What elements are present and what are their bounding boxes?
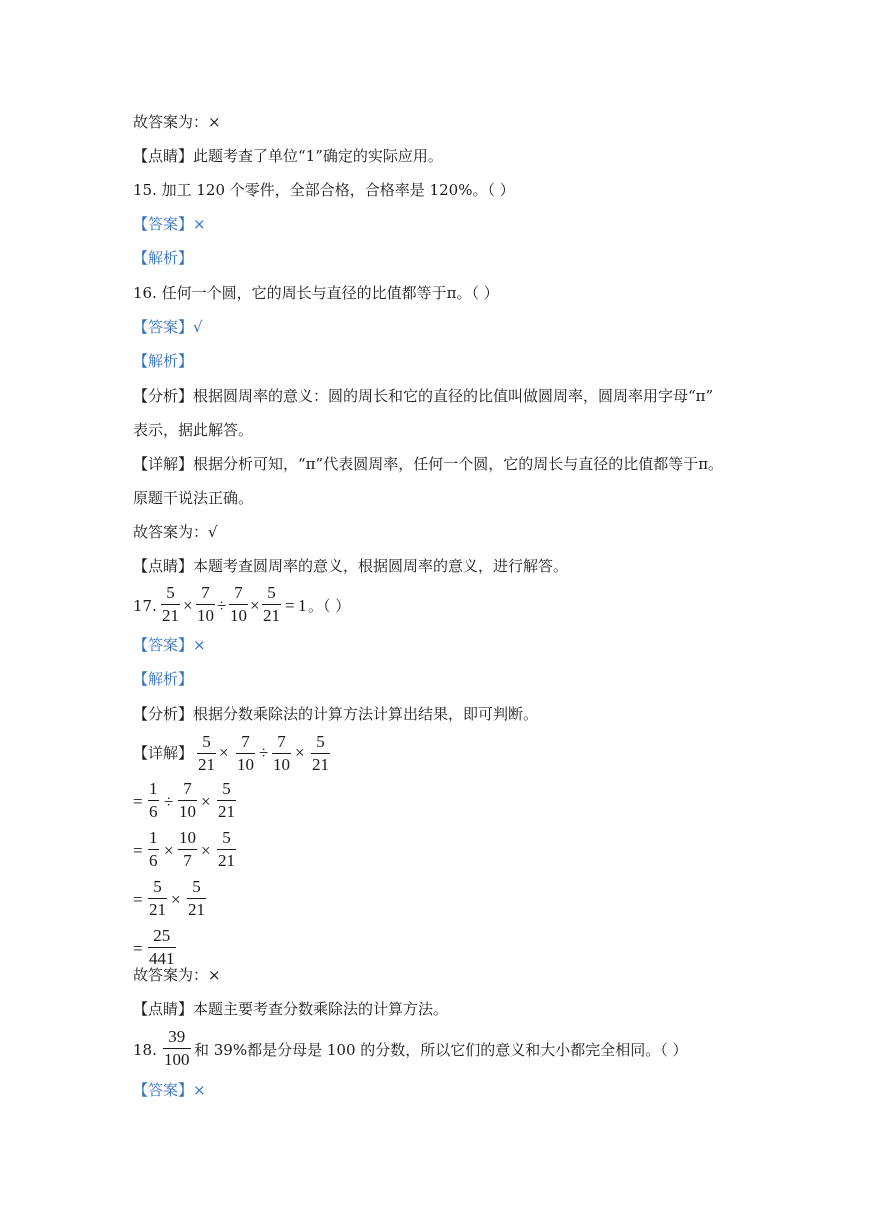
q15-answer: 【答案】×	[133, 215, 206, 233]
times-sign: ×	[295, 743, 305, 762]
times-sign: ×	[201, 841, 211, 860]
fraction-5-21: 5 21	[149, 877, 166, 919]
q17-number: 17.	[133, 597, 157, 615]
fraction-7-10: 7 10	[179, 779, 196, 821]
q17-blank: 。（ ）	[308, 597, 351, 615]
divide-sign: ÷	[259, 743, 269, 762]
times-sign: ×	[164, 841, 174, 860]
q15-analysis: 【解析】	[133, 249, 194, 267]
fraction-39-100: 39 100	[164, 1027, 190, 1069]
q18-number: 18.	[133, 1041, 157, 1059]
fraction-5-21: 5 21	[263, 583, 280, 625]
divide-sign: ÷	[217, 596, 227, 615]
comment-line: 【点睛】此题考查了单位“1”确定的实际应用。	[133, 147, 443, 165]
fraction-1-6: 1 6	[149, 779, 158, 821]
q16-analysis: 【解析】	[133, 352, 194, 370]
question-15: 15. 加工 120 个零件，全部合格，合格率是 120%。（ ）	[133, 181, 515, 199]
q16-final: 故答案为：√	[133, 523, 218, 541]
fraction-5-21: 5 21	[162, 583, 179, 625]
fraction-1-6: 1 6	[149, 828, 158, 870]
q16-xiangjie-2: 原题干说法正确。	[133, 489, 254, 507]
times-sign: ×	[171, 890, 181, 909]
fraction-5-21: 5 21	[188, 877, 205, 919]
q17-dianjing: 【点睛】本题主要考查分数乘除法的计算方法。	[133, 1000, 449, 1018]
q16-dianjing: 【点睛】本题考查圆周率的意义，根据圆周率的意义，进行解答。	[133, 557, 569, 575]
q17-xiangjie-label: 【详解】	[133, 744, 194, 762]
fraction-7-10: 7 10	[197, 583, 214, 625]
result-one: 1	[298, 596, 307, 615]
fraction-5-21: 5 21	[312, 732, 329, 774]
times-sign: ×	[201, 792, 211, 811]
times-sign: ×	[183, 596, 193, 615]
equals-sign: =	[133, 939, 143, 958]
q17-analysis: 【解析】	[133, 670, 194, 688]
q16-fenxi-1: 【分析】根据圆周率的意义：圆的周长和它的直径的比值叫做圆周率，圆周率用字母“π”	[133, 387, 714, 405]
fraction-7-10: 7 10	[273, 732, 290, 774]
times-sign: ×	[250, 596, 260, 615]
fraction-10-7: 10 7	[179, 828, 196, 870]
fraction-7-10: 7 10	[237, 732, 254, 774]
divide-sign: ÷	[164, 792, 174, 811]
times-sign: ×	[219, 743, 229, 762]
equals-sign: =	[133, 890, 143, 909]
equals-sign: =	[285, 596, 295, 615]
equals-sign: =	[133, 792, 143, 811]
q18-answer: 【答案】×	[133, 1081, 206, 1099]
q16-xiangjie-1: 【详解】根据分析可知，“π”代表圆周率，任何一个圆，它的周长与直径的比值都等于π。	[133, 455, 724, 473]
fraction-25-441: 25 441	[149, 926, 175, 968]
fraction-7-10: 7 10	[230, 583, 247, 625]
q18-text: 和 39%都是分母是 100 的分数，所以它们的意义和大小都完全相同。（ ）	[194, 1041, 688, 1059]
fraction-5-21: 5 21	[198, 732, 215, 774]
q17-fenxi: 【分析】根据分数乘除法的计算方法计算出结果，即可判断。	[133, 705, 539, 723]
equals-sign: =	[133, 841, 143, 860]
q17-answer: 【答案】×	[133, 636, 206, 654]
fraction-5-21: 5 21	[218, 828, 235, 870]
q16-answer: 【答案】√	[133, 318, 203, 336]
answer-line: 故答案为：×	[133, 113, 221, 131]
fraction-5-21: 5 21	[218, 779, 235, 821]
q17-final: 故答案为：×	[133, 966, 221, 984]
question-16: 16. 任何一个圆，它的周长与直径的比值都等于π。（ ）	[133, 284, 499, 302]
q16-fenxi-2: 表示，据此解答。	[133, 421, 254, 439]
